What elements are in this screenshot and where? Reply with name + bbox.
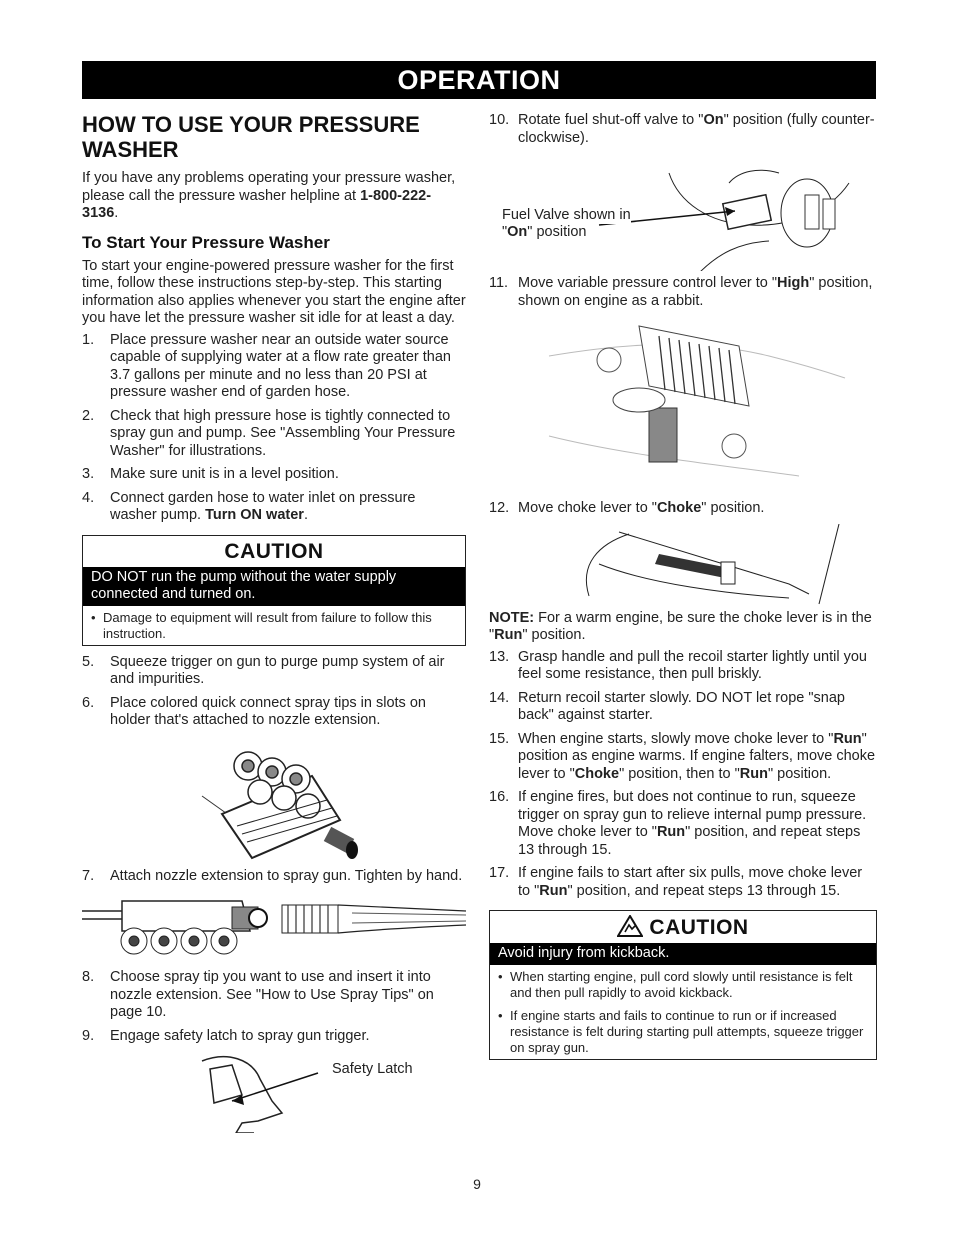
caution-title: CAUTION <box>490 911 876 943</box>
safety-latch-figure <box>82 1051 466 1133</box>
step-6: 6. Place colored quick connect spray tips in slots on holder that's attached to nozzle extension. <box>82 694 426 728</box>
step-10: 10. Rotate fuel shut-off valve to "On" position (fully counter-clockwise). <box>489 112 875 146</box>
warning-triangle-icon <box>617 915 643 937</box>
step-17: 17. If engine fails to start after six pulls, move choke lever to "Run" position, and repeat steps 13 through 15. <box>489 865 863 899</box>
step-14: 14. Return recoil starter slowly. DO NOT let rope "snap back" against starter. <box>489 689 845 723</box>
fuel-valve-figure <box>489 153 877 271</box>
choke-lever-illustration <box>489 524 877 606</box>
step-list-a <box>82 332 466 525</box>
step-8: 8. Choose spray tip you want to use and insert it into nozzle extension. See "How to Use Spray Tips" on page 10. <box>82 969 434 1020</box>
step-4: 4. Connect garden hose to water inlet on pressure washer pump. Turn ON water. <box>82 489 416 523</box>
caution-bullet-2: • If engine starts and fails to continue to run or if increased resistance is felt during starting pull attempts, squeeze trigger on spray gun. <box>498 1008 864 1055</box>
choke-lever-figure <box>489 524 877 606</box>
caution-box-kickback <box>489 910 877 1060</box>
subheading: To Start Your Pressure Washer <box>82 232 330 252</box>
step-2: 2. Check that high pressure hose is tightly connected to spray gun and pump. See "Assembling Your Pressure Washer" for illustrations. <box>82 407 456 459</box>
caution-warning-bar: DO NOT run the pump without the water supply connected and turned on. <box>83 567 465 606</box>
warm-engine-note: NOTE: For a warm engine, be sure the choke lever is in the "Run" position. <box>489 609 872 643</box>
step-5: 5. Squeeze trigger on gun to purge pump system of air and impurities. <box>82 653 445 687</box>
fuel-valve-label-line1: Fuel Valve shown in <box>502 207 631 223</box>
step-16: 16. If engine fires, but does not continue to run, squeeze trigger on spray gun to relieve internal pump pressure. Move choke lever to "Run" position, and repeat steps 13 through 15. <box>489 789 867 858</box>
step-3: 3. Make sure unit is in a level position. <box>82 466 339 482</box>
helpline-phone: 1-800-222-3136 <box>82 187 432 221</box>
nozzle-extension-illustration <box>82 891 466 965</box>
pressure-control-illustration <box>489 316 877 496</box>
section-banner: OPERATION <box>82 61 876 99</box>
page-heading: HOW TO USE YOUR PRESSURE WASHER <box>82 112 420 162</box>
nozzle-holder-figure <box>82 736 466 864</box>
step-11: 11. Move variable pressure control lever to "High" position, shown on engine as a rabbit. <box>489 275 873 309</box>
step-list-b <box>82 654 466 730</box>
caution-title: CAUTION <box>224 539 324 563</box>
left-column <box>82 112 466 1137</box>
step-9: 9. Engage safety latch to spray gun trigger. <box>82 1027 370 1044</box>
caution-warning-bar: Avoid injury from kickback. <box>490 943 876 965</box>
nozzle-holder-illustration <box>82 736 466 864</box>
step-list-c <box>82 969 466 1045</box>
nozzle-extension-figure <box>82 891 466 965</box>
caution-bullet: • Damage to equipment will result from failure to follow this instruction. <box>91 609 432 641</box>
safety-latch-label: Safety Latch <box>332 1061 413 1077</box>
step-7: 7. Attach nozzle extension to spray gun. Tighten by hand. <box>82 867 463 884</box>
step-13: 13. Grasp handle and pull the recoil starter lightly until you feel some resistance, then pull briskly. <box>489 648 867 682</box>
caution-bullet-1: • When starting engine, pull cord slowly until resistance is felt and then pull rapidly to avoid kickback. <box>498 969 853 1000</box>
page-number: 9 <box>473 1176 481 1192</box>
right-column <box>489 112 877 1068</box>
intro-text: If you have any problems operating your pressure washer, please call the pressure washer helpline at 1-800-222-3136. <box>82 170 456 221</box>
step-1: 1. Place pressure washer near an outside water source capable of supplying water at a flow rate greater than 3.7 gallons per minute and no less than 20 PSI at pressure washer end of garden hose. <box>82 331 451 400</box>
fuel-valve-label-line2: "On" position <box>502 224 587 240</box>
sub-intro-text: To start your engine-powered pressure washer for the first time, follow these instructions step-by-step. This starting information also applies whenever you start the engine after you have let the pressure washer sit idle for at least a day. <box>82 257 466 326</box>
step-15: 15. When engine starts, slowly move choke lever to "Run" position as engine warms. If engine falters, move choke lever to "Choke" position, then to "Run" position. <box>489 730 876 782</box>
step-12: 12. Move choke lever to "Choke" position. <box>489 500 765 516</box>
caution-box-water <box>82 535 466 646</box>
pressure-control-figure <box>489 316 877 496</box>
